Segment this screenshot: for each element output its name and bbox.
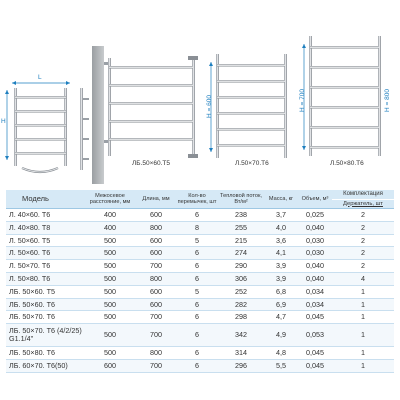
header-model: Модель [6,190,84,209]
cell-holder: 1 [332,324,394,347]
towel-rail-lb-50x60-t5 [104,56,198,158]
table-row [6,298,394,311]
header-mass: Масса, кг [264,190,298,209]
cell-length: 800 [136,272,176,285]
cell-holder: 1 [332,285,394,298]
cell-model: Л. 50×60. Т6 [6,247,84,260]
cell-axis: 500 [84,285,136,298]
cell-volume: 0,053 [298,324,332,347]
cell-volume: 0,030 [298,247,332,260]
cell-axis: 500 [84,298,136,311]
cell-axis: 500 [84,272,136,285]
cell-holder: 2 [332,260,394,273]
cell-model: ЛБ. 50×70. Т6 [6,311,84,324]
spec-table-body [6,209,394,373]
cell-axis: 500 [84,311,136,324]
cell-holder: 1 [332,359,394,372]
cell-model: ЛБ. 60×70. Т6(50) [6,359,84,372]
table-row [6,359,394,372]
side-view-drawing [80,88,89,170]
header-volume: Объем, м³ [298,190,332,209]
cell-bars: 6 [176,298,218,311]
cell-bars: 5 [176,234,218,247]
cell-heat: 298 [218,311,264,324]
cell-mass: 4,0 [264,221,298,234]
cell-mass: 3,9 [264,260,298,273]
cell-bars: 6 [176,272,218,285]
cell-bars: 6 [176,209,218,222]
cell-volume: 0,045 [298,359,332,372]
cell-heat: 274 [218,247,264,260]
cell-length: 700 [136,359,176,372]
towel-rail-l-50x70-t6 [209,54,287,158]
cell-axis: 400 [84,209,136,222]
cell-length: 800 [136,347,176,360]
dimension-h700-label: H = 700 [299,89,306,112]
cell-model: Л. 50×70. Т6 [6,260,84,273]
cell-volume: 0,045 [298,311,332,324]
cell-heat: 342 [218,324,264,347]
caption-l-50x80-t6: Л.50×80.Т6 [330,160,364,167]
table-row [6,347,394,360]
caption-lb-50x60-t5: ЛБ.50×60.Т5 [132,160,170,167]
cell-model: ЛБ. 50×80. Т6 [6,347,84,360]
header-heat-flow: Тепловой поток, Вт/м² [218,190,264,209]
cell-model: Л. 50×60. Т5 [6,234,84,247]
cell-volume: 0,040 [298,260,332,273]
table-row [6,234,394,247]
cell-holder: 2 [332,209,394,222]
header-bar-count: Кол-во перемычек, шт [176,190,218,209]
cell-holder: 2 [332,247,394,260]
cell-holder: 1 [332,311,394,324]
cell-length: 700 [136,311,176,324]
cell-length: 700 [136,324,176,347]
cell-holder: 2 [332,234,394,247]
cell-volume: 0,040 [298,221,332,234]
towel-rail-l-50x80-t6 [302,36,381,156]
cell-model: ЛБ. 50×60. Т5 [6,285,84,298]
cell-bars: 5 [176,285,218,298]
table-row [6,285,394,298]
dimension-h800-label: H = 800 [384,89,391,112]
cell-axis: 500 [84,234,136,247]
cell-holder: 1 [332,347,394,360]
cell-heat: 238 [218,209,264,222]
cell-mass: 4,7 [264,311,298,324]
dimension-height-label: H [1,118,6,125]
cell-axis: 500 [84,324,136,347]
cell-volume: 0,034 [298,298,332,311]
cell-length: 600 [136,234,176,247]
cell-length: 600 [136,209,176,222]
cell-bars: 6 [176,311,218,324]
cell-heat: 314 [218,347,264,360]
cell-mass: 3,9 [264,272,298,285]
cell-length: 600 [136,285,176,298]
cell-bars: 6 [176,260,218,273]
dimension-h600-label: H = 600 [206,95,213,118]
table-row [6,209,394,222]
cell-holder: 1 [332,298,394,311]
cell-mass: 5,5 [264,359,298,372]
table-row [6,272,394,285]
cell-bars: 6 [176,359,218,372]
cell-axis: 500 [84,347,136,360]
table-row [6,260,394,273]
wall-panel [92,46,104,184]
cell-heat: 255 [218,221,264,234]
header-kit: Комплектация [332,190,394,199]
cell-volume: 0,034 [298,285,332,298]
front-view-drawing [5,81,70,172]
cell-bars: 6 [176,347,218,360]
cell-length: 600 [136,247,176,260]
cell-bars: 8 [176,221,218,234]
spec-table [6,190,394,373]
cell-model: Л. 40×60. Т6 [6,209,84,222]
dimension-length-label: L [38,74,42,81]
cell-heat: 296 [218,359,264,372]
cell-model: ЛБ. 50×60. Т6 [6,298,84,311]
table-row [6,247,394,260]
header-length: Длина, мм [136,190,176,209]
cell-axis: 600 [84,359,136,372]
cell-heat: 252 [218,285,264,298]
table-row [6,324,394,347]
product-drawings [0,0,400,188]
cell-volume: 0,030 [298,234,332,247]
cell-length: 600 [136,298,176,311]
cell-volume: 0,040 [298,272,332,285]
cell-heat: 306 [218,272,264,285]
cell-heat: 215 [218,234,264,247]
table-row [6,221,394,234]
cell-mass: 4,8 [264,347,298,360]
cell-volume: 0,025 [298,209,332,222]
cell-length: 700 [136,260,176,273]
spec-table-header [6,190,394,209]
header-holder: Держатель, шт [332,199,394,209]
cell-axis: 400 [84,221,136,234]
caption-l-50x70-t6: Л.50×70.Т6 [235,160,269,167]
header-axis-distance: Межосевое расстояние, мм [84,190,136,209]
cell-model: ЛБ. 50×70. Т6 (4/2/25) G1.1/4" [6,324,84,347]
cell-length: 800 [136,221,176,234]
cell-model: Л. 40×80. Т8 [6,221,84,234]
cell-holder: 2 [332,221,394,234]
cell-holder: 4 [332,272,394,285]
cell-model: Л. 50×80. Т6 [6,272,84,285]
cell-bars: 6 [176,324,218,347]
cell-mass: 3,7 [264,209,298,222]
table-row [6,311,394,324]
cell-mass: 6,9 [264,298,298,311]
cell-mass: 6,8 [264,285,298,298]
cell-mass: 4,1 [264,247,298,260]
cell-mass: 3,6 [264,234,298,247]
cell-heat: 290 [218,260,264,273]
cell-mass: 4,9 [264,324,298,347]
cell-bars: 6 [176,247,218,260]
cell-axis: 500 [84,247,136,260]
cell-axis: 500 [84,260,136,273]
cell-heat: 282 [218,298,264,311]
cell-volume: 0,045 [298,347,332,360]
